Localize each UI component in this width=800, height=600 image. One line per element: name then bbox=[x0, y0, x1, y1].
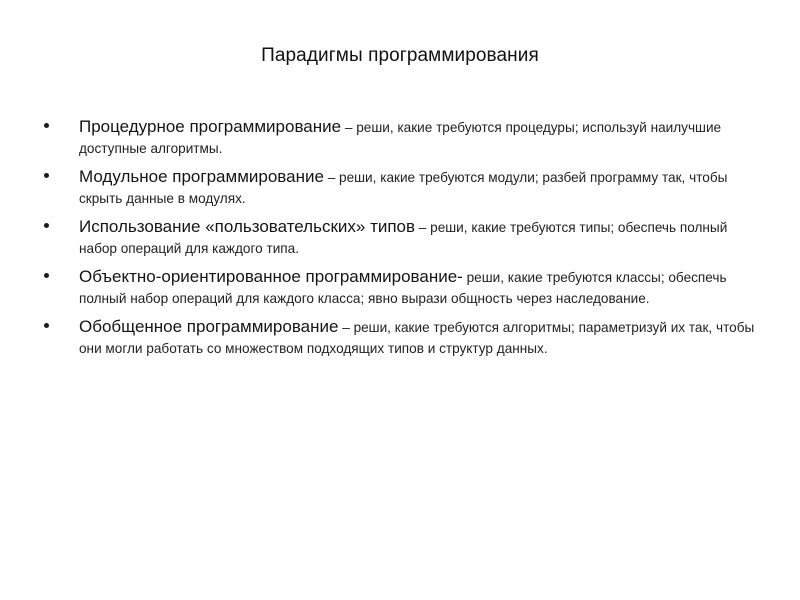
list-item-text bbox=[79, 316, 764, 359]
list-item-description: – реши, какие требуются алгоритмы; параметризуй их так, чтобы они могли работать со множеством подходящих типов и структур данных. bbox=[79, 320, 755, 356]
list-item-description: – реши, какие требуются процедуры; используй наилучшие доступные алгоритмы. bbox=[79, 120, 722, 156]
list-item-term: Процедурное программирование bbox=[79, 117, 342, 136]
list-item-term: Обобщенное программирование bbox=[79, 317, 339, 336]
list-item-text bbox=[79, 216, 764, 259]
bullet-icon bbox=[44, 273, 49, 278]
list-item-term: Использование «пользовательских» типов bbox=[79, 217, 416, 236]
bullet-icon bbox=[44, 323, 49, 328]
list-item-description: – реши, какие требуются типы; обеспечь полный набор операций для каждого типа. bbox=[79, 220, 728, 256]
list-item-user-types bbox=[44, 216, 764, 259]
list-item-modular bbox=[44, 166, 764, 209]
list-item-text bbox=[79, 266, 764, 309]
paradigm-list bbox=[44, 116, 764, 366]
list-item-text bbox=[79, 116, 764, 159]
list-item-term: Объектно-ориентированное программирование- bbox=[79, 267, 463, 286]
bullet-icon bbox=[44, 173, 49, 178]
bullet-icon bbox=[44, 123, 49, 128]
slide-title: Парадигмы программирования bbox=[261, 45, 539, 66]
list-item-description: – реши, какие требуются модули; разбей программу так, чтобы скрыть данные в модулях. bbox=[79, 170, 728, 206]
list-item-generic bbox=[44, 316, 764, 359]
list-item-description: реши, какие требуются классы; обеспечь полный набор операций для каждого класса; явно вырази общность через наследование. bbox=[79, 270, 727, 306]
list-item-oop bbox=[44, 266, 764, 309]
list-item-term: Модульное программирование bbox=[79, 167, 324, 186]
list-item-text bbox=[79, 166, 764, 209]
bullet-icon bbox=[44, 223, 49, 228]
list-item-procedural bbox=[44, 116, 764, 159]
